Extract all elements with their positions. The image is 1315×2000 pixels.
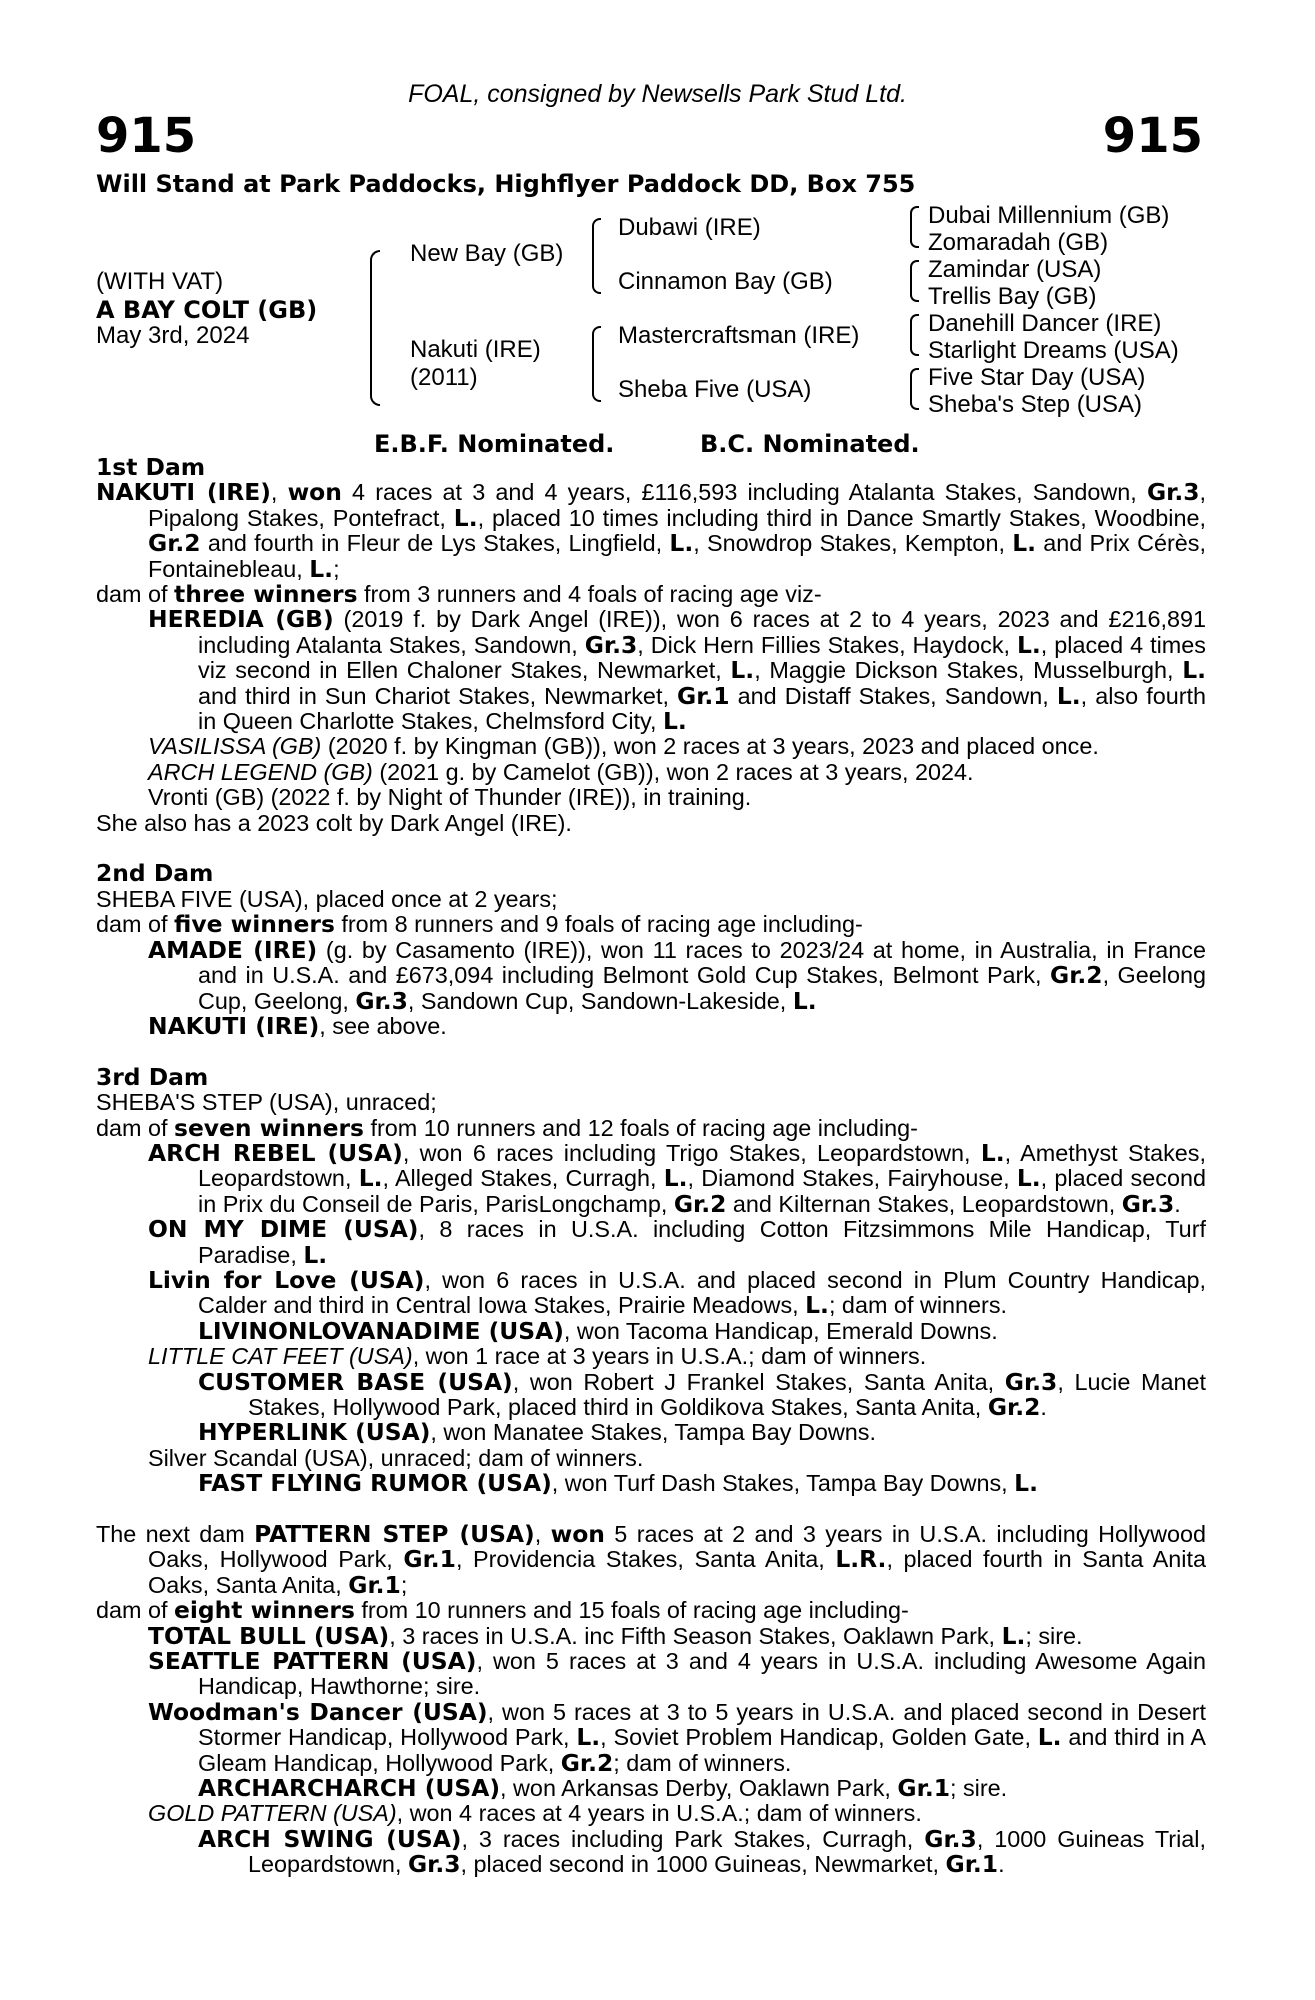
produce-total-bull: TOTAL BULL (USA), 3 races in U.S.A. inc Fifth Season Stakes, Oaklawn Park, L.; sire. — [148, 1621, 1083, 1650]
produce-hyperlink: HYPERLINK (USA), won Manatee Stakes, Tampa Bay Downs. — [198, 1418, 876, 1447]
produce-customer-base: CUSTOMER BASE (USA), won Robert J Frankel Stakes, Santa Anita, Gr.3, Lucie Manet Stakes, Hollywood Park, placed third in Goldikova Stakes, Santa Anita, Gr.2. — [198, 1367, 1206, 1421]
produce-archarcharch: ARCHARCHARCH (USA), won Arkansas Derby, Oaklawn Park, Gr.1; sire. — [198, 1774, 1008, 1803]
produce-vasilissa: VASILISSA (GB) (2020 f. by Kingman (GB)), won 2 races at 3 years, 2023 and placed once. — [148, 733, 1099, 760]
produce-little-cat-feet: LITTLE CAT FEET (USA), won 1 race at 3 years in U.S.A.; dam of winners. — [148, 1343, 927, 1370]
brace-main — [370, 250, 380, 406]
produce-seattle-pattern: SEATTLE PATTERN (USA), won 5 races at 3 and 4 years in U.S.A. including Awesome Again Handicap, Hawthorne; sire. — [148, 1647, 1206, 1700]
produce-woodmans-dancer: Woodman's Dancer (USA), won 5 races at 3 to 5 years in U.S.A. and placed second in Desert Stormer Handicap, Hollywood Park, L., Soviet Problem Handicap, Golden Gate, L. and third in A Gleam Handicap, Hollywood Park, Gr.2; dam of winners. — [148, 1697, 1207, 1777]
bc-nomination: B.C. Nominated. — [700, 430, 920, 458]
ggs-2: Zomaradah (GB) — [928, 229, 1109, 256]
brace-g2 — [910, 260, 919, 302]
ggs-5: Danehill Dancer (IRE) — [928, 310, 1162, 337]
vat-note: (WITH VAT) — [96, 268, 224, 295]
ggs-1: Dubai Millennium (GB) — [928, 202, 1170, 229]
dam-dam: Sheba Five (USA) — [618, 376, 812, 403]
produce-nakuti: NAKUTI (IRE), see above. — [148, 1011, 447, 1040]
produce-arch-rebel: ARCH REBEL (USA), won 6 races including Trigo Stakes, Leopardstown, L., Amethyst Stakes, Leopardstown, L., Alleged Stakes, Curragh, L., Diamond Stakes, Fairyhouse, L., placed second in Prix du Conseil de Paris, ParisLongchamp, Gr.2 and Kilternan Stakes, Leopardstown, Gr.3. — [148, 1138, 1206, 1218]
lot-number-right: 915 — [1102, 108, 1203, 164]
foaling-date: May 3rd, 2024 — [96, 322, 250, 349]
second-dam-summary: dam of five winners from 8 runners and 9 foals of racing age including- — [96, 910, 863, 939]
consignment-line: FOAL, consigned by Newsells Park Stud Ltd. — [408, 80, 907, 108]
ggs-7: Five Star Day (USA) — [928, 364, 1146, 391]
second-dam-record: SHEBA FIVE (USA), placed once at 2 years; — [96, 885, 558, 912]
produce-gold-pattern: GOLD PATTERN (USA), won 4 races at 4 years in U.S.A.; dam of winners. — [148, 1800, 922, 1827]
first-dam-summary: dam of three winners from 3 runners and 4 foals of racing age viz- — [96, 580, 822, 609]
produce-livinonlovanadime: LIVINONLOVANADIME (USA), won Tacoma Handicap, Emerald Downs. — [198, 1316, 998, 1345]
ebf-nomination: E.B.F. Nominated. — [374, 430, 615, 458]
produce-2023-colt: She also has a 2023 colt by Dark Angel (IRE). — [96, 809, 572, 836]
third-dam-heading: 3rd Dam — [96, 1062, 209, 1091]
produce-fast-flying-rumor: FAST FLYING RUMOR (USA), won Turf Dash Stakes, Tampa Bay Downs, L. — [198, 1469, 1038, 1498]
brace-sire — [592, 218, 601, 294]
brace-g3 — [910, 314, 919, 356]
next-dam-summary: dam of eight winners from 10 runners and 15 foals of racing age including- — [96, 1596, 909, 1625]
third-dam-summary: dam of seven winners from 10 runners and 12 foals of racing age including- — [96, 1113, 918, 1142]
sire-sire: Dubawi (IRE) — [618, 214, 761, 241]
sire: New Bay (GB) — [410, 240, 564, 267]
produce-amade: AMADE (IRE) (g. by Casamento (IRE)), won 11 races to 2023/24 at home, in Australia, in France and in U.S.A. and £673,094 including Belmont Gold Cup Stakes, Belmont Park, Gr.2, Geelong Cup, Geelong, Gr.3, Sandown Cup, Sandown-Lakeside, L. — [148, 935, 1207, 1015]
produce-on-my-dime: ON MY DIME (USA), 8 races in U.S.A. including Cotton Fitzsimmons Mile Handicap, Turf Paradise, L. — [148, 1215, 1206, 1269]
produce-heredia: HEREDIA (GB) (2019 f. by Dark Angel (IRE)), won 6 races at 2 to 4 years, 2023 and £216,891 including Atalanta Stakes, Sandown, Gr.3, Dick Hern Fillies Stakes, Haydock, L., placed 4 times viz second in Ellen Chaloner Stakes, Newmarket, L., Maggie Dickson Stakes, Musselburgh, L. and third in Sun Chariot Stakes, Newmarket, Gr.1 and Distaff Stakes, Sandown, L., also fourth in Queen Charlotte Stakes, Chelmsford City, L. — [148, 605, 1207, 736]
ggs-4: Trellis Bay (GB) — [928, 283, 1097, 310]
horse-name: A BAY COLT (GB) — [96, 296, 318, 324]
lot-number-left: 915 — [96, 108, 197, 164]
dam: Nakuti (IRE) — [410, 336, 541, 363]
produce-silver-scandal: Silver Scandal (USA), unraced; dam of winners. — [148, 1444, 644, 1471]
brace-g1 — [910, 206, 919, 248]
stand-location: Will Stand at Park Paddocks, Highflyer Paddock DD, Box 755 — [96, 170, 916, 198]
produce-arch-swing: ARCH SWING (USA), 3 races including Park Stakes, Curragh, Gr.3, 1000 Guineas Trial, Leopardstown, Gr.3, placed second in 1000 Guineas, Newmarket, Gr.1. — [198, 1824, 1206, 1879]
next-dam-record: The next dam PATTERN STEP (USA), won 5 races at 2 and 3 years in U.S.A. including Hollywood Oaks, Hollywood Park, Gr.1, Providencia Stakes, Santa Anita, L.R., placed fourth in Santa Anita Oaks, Santa Anita, Gr.1; — [96, 1520, 1207, 1599]
ggs-3: Zamindar (USA) — [928, 256, 1102, 283]
ggs-6: Starlight Dreams (USA) — [928, 337, 1179, 364]
brace-dam — [592, 326, 601, 402]
dam-sire: Mastercraftsman (IRE) — [618, 322, 860, 349]
produce-arch-legend: ARCH LEGEND (GB) (2021 g. by Camelot (GB)), won 2 races at 3 years, 2024. — [148, 758, 974, 785]
second-dam-heading: 2nd Dam — [96, 859, 214, 888]
dam-year: (2011) — [410, 364, 478, 391]
produce-livin-for-love: Livin for Love (USA), won 6 races in U.S.A. and placed second in Plum Country Handicap, Calder and third in Central Iowa Stakes, Prairie Meadows, L.; dam of winners. — [148, 1265, 1206, 1320]
ggs-8: Sheba's Step (USA) — [928, 391, 1143, 418]
brace-g4 — [910, 368, 919, 410]
third-dam-record: SHEBA'S STEP (USA), unraced; — [96, 1089, 437, 1116]
first-dam-heading: 1st Dam — [96, 453, 206, 481]
sire-dam: Cinnamon Bay (GB) — [618, 268, 833, 295]
produce-record — [96, 455, 1206, 1878]
first-dam-record: NAKUTI (IRE), won 4 races at 3 and 4 years, £116,593 including Atalanta Stakes, Sandown, Gr.3, Pipalong Stakes, Pontefract, L., placed 10 times including third in Dance Smartly Stakes, Woodbine, Gr.2 and fourth in Fleur de Lys Stakes, Lingfield, L., Snowdrop Stakes, Kempton, L. and Prix Cérès, Fontainebleau, L.; — [96, 478, 1207, 583]
produce-vronti: Vronti (GB) (2022 f. by Night of Thunder (IRE)), in training. — [148, 784, 752, 811]
